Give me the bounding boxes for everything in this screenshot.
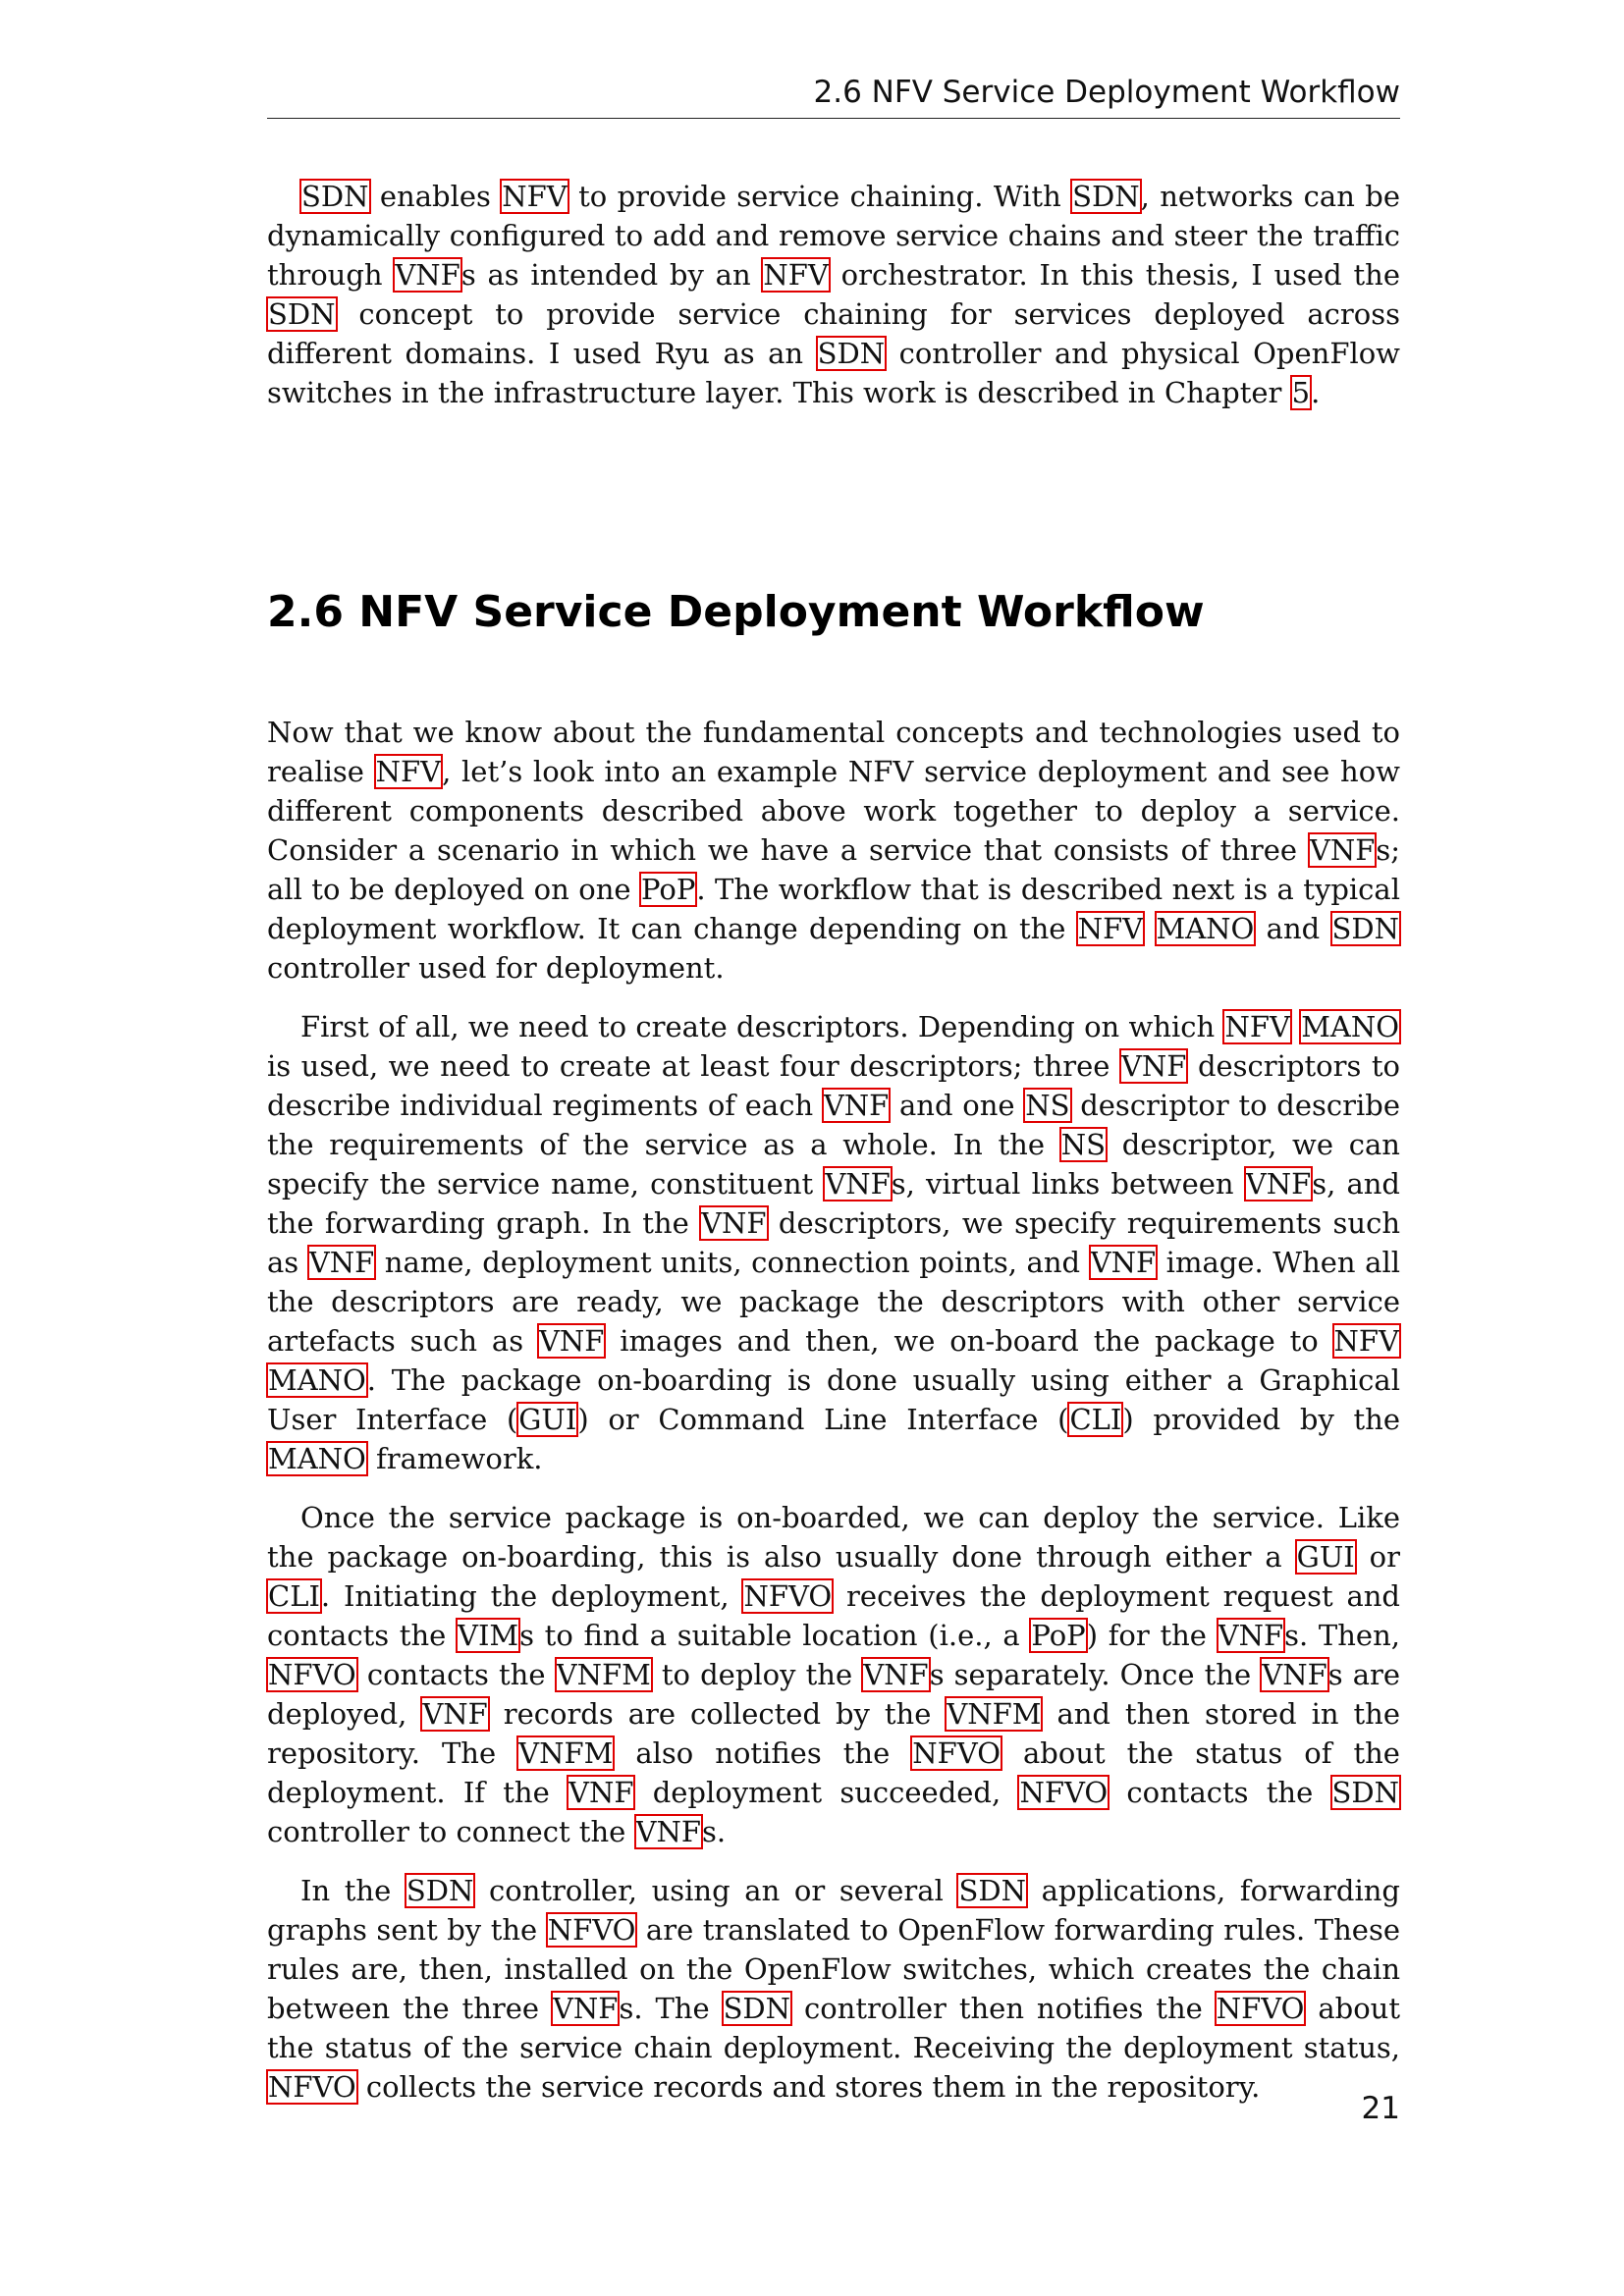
text-run: collects the service records and stores them in the repository. [356, 2070, 1261, 2104]
acronym-link-nfv[interactable]: NFV [375, 755, 442, 788]
text-run: . The workflow that is described next is a typical deployment workflow. It can change depending on the [267, 873, 1400, 945]
acronym-link-nfv[interactable]: NFV [1224, 1010, 1290, 1043]
acronym-link-vnfm[interactable]: VNFM [947, 1697, 1042, 1731]
paragraph-4 [267, 1498, 1400, 1851]
text-run: contacts the [1109, 1776, 1331, 1809]
text-run: s, and the forwarding graph. In the [267, 1167, 1400, 1240]
text-run: name, deployment units, connection points, and [375, 1246, 1090, 1279]
acronym-link-mano[interactable]: MANO [268, 1442, 366, 1475]
acronym-link-nfvo[interactable]: NFVO [268, 1658, 356, 1691]
text-run: applications, forwarding graphs sent by the [267, 1874, 1400, 1947]
acronym-link-sdn[interactable]: SDN [1331, 1776, 1399, 1809]
text-run: are translated to OpenFlow forwarding rules. These rules are, then, installed on the OpenFlow switches, which creates the chain between the three [267, 1913, 1400, 2025]
acronym-link-sdn[interactable]: SDN [723, 1992, 791, 2025]
text-run: to deploy the [651, 1658, 863, 1691]
acronym-link-sdn[interactable]: SDN [406, 1874, 474, 1907]
acronym-link-vnf[interactable]: VNF [552, 1992, 619, 2025]
acronym-link-pop[interactable]: PoP [641, 873, 696, 906]
text-run: Now that we know about the fundamental concepts and technologies used to realise [267, 716, 1400, 788]
acronym-link-nfvo[interactable]: NFVO [743, 1579, 833, 1613]
text-run: s. [701, 1815, 727, 1848]
acronym-link-mano[interactable]: MANO [268, 1363, 366, 1397]
acronym-link-sdn[interactable]: SDN [1331, 912, 1399, 945]
text-run: framework. [366, 1442, 543, 1475]
acronym-link-vnf[interactable]: VNF [568, 1776, 634, 1809]
acronym-link-vnfm[interactable]: VNFM [518, 1736, 614, 1770]
acronym-link-nfvo[interactable]: NFVO [268, 2070, 356, 2104]
text-run: about the status of the service chain deployment. Receiving the deployment status, [267, 1992, 1400, 2064]
acronym-link-vnf[interactable]: VNF [823, 1089, 890, 1122]
text-run: enables [369, 180, 502, 213]
text-run: controller then notifies the [791, 1992, 1216, 2025]
acronym-link-pop[interactable]: PoP [1031, 1619, 1086, 1652]
page-number: 21 [1361, 2091, 1400, 2126]
section-body [267, 713, 1400, 2126]
text-run: descriptors to describe individual regiments of each [267, 1049, 1400, 1122]
acronym-link-vnfm[interactable]: VNFM [556, 1658, 651, 1691]
paragraph-5 [267, 1871, 1400, 2107]
text-run: controller, using an or several [474, 1874, 958, 1907]
text-run: receives the deployment request and contacts the [267, 1579, 1400, 1652]
text-run: s as intended by an [460, 258, 763, 292]
acronym-link-nfvo[interactable]: NFVO [547, 1913, 636, 1947]
acronym-link-vnf[interactable]: VNF [1245, 1167, 1312, 1201]
acronym-link-vnf[interactable]: VNF [701, 1206, 767, 1240]
paragraph-1 [267, 177, 1400, 412]
acronym-link-vnf[interactable]: VNF [1120, 1049, 1187, 1083]
acronym-link-vnf[interactable]: VNF [1262, 1658, 1327, 1691]
acronym-link-sdn[interactable]: SDN [268, 297, 336, 331]
acronym-link-vnf[interactable]: VNF [538, 1324, 605, 1358]
text-run: images and then, we on-board the package to [605, 1324, 1333, 1358]
section-heading: 2.6 NFV Service Deployment Workflow [267, 587, 1205, 637]
acronym-link-nfvo[interactable]: NFVO [1216, 1992, 1305, 2025]
acronym-link-sdn[interactable]: SDN [817, 337, 886, 370]
text-run: s to find a suitable location (i.e., a [519, 1619, 1031, 1652]
text-run: image. When all the descriptors are ready, we package the descriptors with other service artefacts such as [267, 1246, 1401, 1358]
acronym-link-nfvo[interactable]: NFVO [912, 1736, 1001, 1770]
text-run: . The package on-boarding is done usually using either a Graphical User Interface ( [267, 1363, 1400, 1436]
acronym-link-vnf[interactable]: VNF [308, 1246, 375, 1279]
text-run: and [1255, 912, 1331, 945]
text-run: . Initiating the deployment, [320, 1579, 743, 1613]
acronym-link-nfv[interactable]: NFV [763, 258, 829, 292]
text-run: controller used for deployment. [267, 951, 725, 985]
acronym-link-cli[interactable]: CLI [1069, 1403, 1122, 1436]
text-run: and then stored in the repository. The [267, 1697, 1400, 1770]
acronym-link-vnf[interactable]: VNF [422, 1697, 488, 1731]
acronym-link-sdn[interactable]: SDN [1072, 180, 1140, 213]
paragraph-3 [267, 1007, 1400, 1478]
text-run: contacts the [356, 1658, 556, 1691]
running-header: 2.6 NFV Service Deployment Workflow [267, 75, 1400, 119]
acronym-link-vnf[interactable]: VNF [1090, 1246, 1157, 1279]
text-run: In the [300, 1874, 406, 1907]
text-run: orchestrator. In this thesis, I used the [829, 258, 1401, 292]
acronym-link-5[interactable]: 5 [1291, 376, 1311, 409]
text-run: s, virtual links between [891, 1167, 1245, 1201]
acronym-link-ns[interactable]: NS [1060, 1128, 1106, 1161]
text-run: controller and physical OpenFlow switches in the infrastructure layer. This work is described in Chapter [267, 337, 1400, 409]
text-run: s separately. Once the [929, 1658, 1262, 1691]
acronym-link-nfvo[interactable]: NFVO [1019, 1776, 1109, 1809]
text-run: concept to provide service chaining for services deployed across different domains. I used Ryu as an [267, 297, 1400, 370]
text-run: and one [890, 1089, 1025, 1122]
acronym-link-vnf[interactable]: VNF [1218, 1619, 1284, 1652]
acronym-link-vnf[interactable]: VNF [635, 1815, 701, 1848]
text-run: records are collected by the [488, 1697, 947, 1731]
acronym-link-sdn[interactable]: SDN [301, 180, 369, 213]
text-run: s. The [619, 1992, 723, 2025]
text-run: , networks can be dynamically configured to add and remove service chains and steer the traffic through [267, 180, 1400, 292]
text-run: or [1355, 1540, 1400, 1574]
text-run: First of all, we need to create descriptors. Depending on which [300, 1010, 1224, 1043]
acronym-link-sdn[interactable]: SDN [958, 1874, 1026, 1907]
acronym-link-vnf[interactable]: VNF [395, 258, 460, 292]
text-run: , let’s look into an example NFV service deployment and see how different components described above work together to deploy a service. Consider a scenario in which we have a service that consists of three [267, 755, 1401, 867]
text-run: Once the service package is on-boarded, we can deploy the service. Like the package on-boarding, this is also usually done through either a [267, 1501, 1400, 1574]
acronym-link-nfv[interactable]: NFV [1333, 1324, 1399, 1358]
text-run: . [1311, 376, 1321, 409]
text-run: to provide service chaining. With [568, 180, 1072, 213]
text-run [1144, 912, 1155, 945]
acronym-link-vnf[interactable]: VNF [863, 1658, 929, 1691]
acronym-link-cli[interactable]: CLI [268, 1579, 320, 1613]
acronym-link-ns[interactable]: NS [1025, 1089, 1070, 1122]
text-run: s; all to be deployed on one [267, 833, 1400, 906]
text-run: deployment succeeded, [634, 1776, 1019, 1809]
text-run: is used, we need to create at least four descriptors; three [267, 1049, 1120, 1083]
acronym-link-gui[interactable]: GUI [518, 1403, 577, 1436]
acronym-link-mano[interactable]: MANO [1156, 912, 1255, 945]
acronym-link-vnf[interactable]: VNF [1309, 833, 1376, 867]
text-run: descriptor to describe the requirements of the service as a whole. In the [267, 1089, 1400, 1161]
acronym-link-vnf[interactable]: VNF [825, 1167, 891, 1201]
intro-text [267, 177, 1400, 432]
text-run: ) provided by the [1122, 1403, 1400, 1436]
text-run: ) or Command Line Interface ( [577, 1403, 1069, 1436]
text-run: descriptors, we specify requirements such as [267, 1206, 1400, 1279]
text-run [1291, 1010, 1300, 1043]
text-run: about the status of the deployment. If the [267, 1736, 1400, 1809]
paragraph-2 [267, 713, 1400, 988]
text-run: also notifies the [614, 1736, 912, 1770]
acronym-link-mano[interactable]: MANO [1301, 1010, 1399, 1043]
text-run: ) for the [1086, 1619, 1218, 1652]
text-run: descriptor, we can specify the service name, constituent [267, 1128, 1400, 1201]
text-run: s. Then, [1284, 1619, 1400, 1652]
acronym-link-nfv[interactable]: NFV [502, 180, 568, 213]
acronym-link-nfv[interactable]: NFV [1077, 912, 1144, 945]
text-run: controller to connect the [267, 1815, 635, 1848]
text-run: s are deployed, [267, 1658, 1401, 1731]
acronym-link-gui[interactable]: GUI [1296, 1540, 1355, 1574]
acronym-link-vim[interactable]: VIM [458, 1619, 519, 1652]
